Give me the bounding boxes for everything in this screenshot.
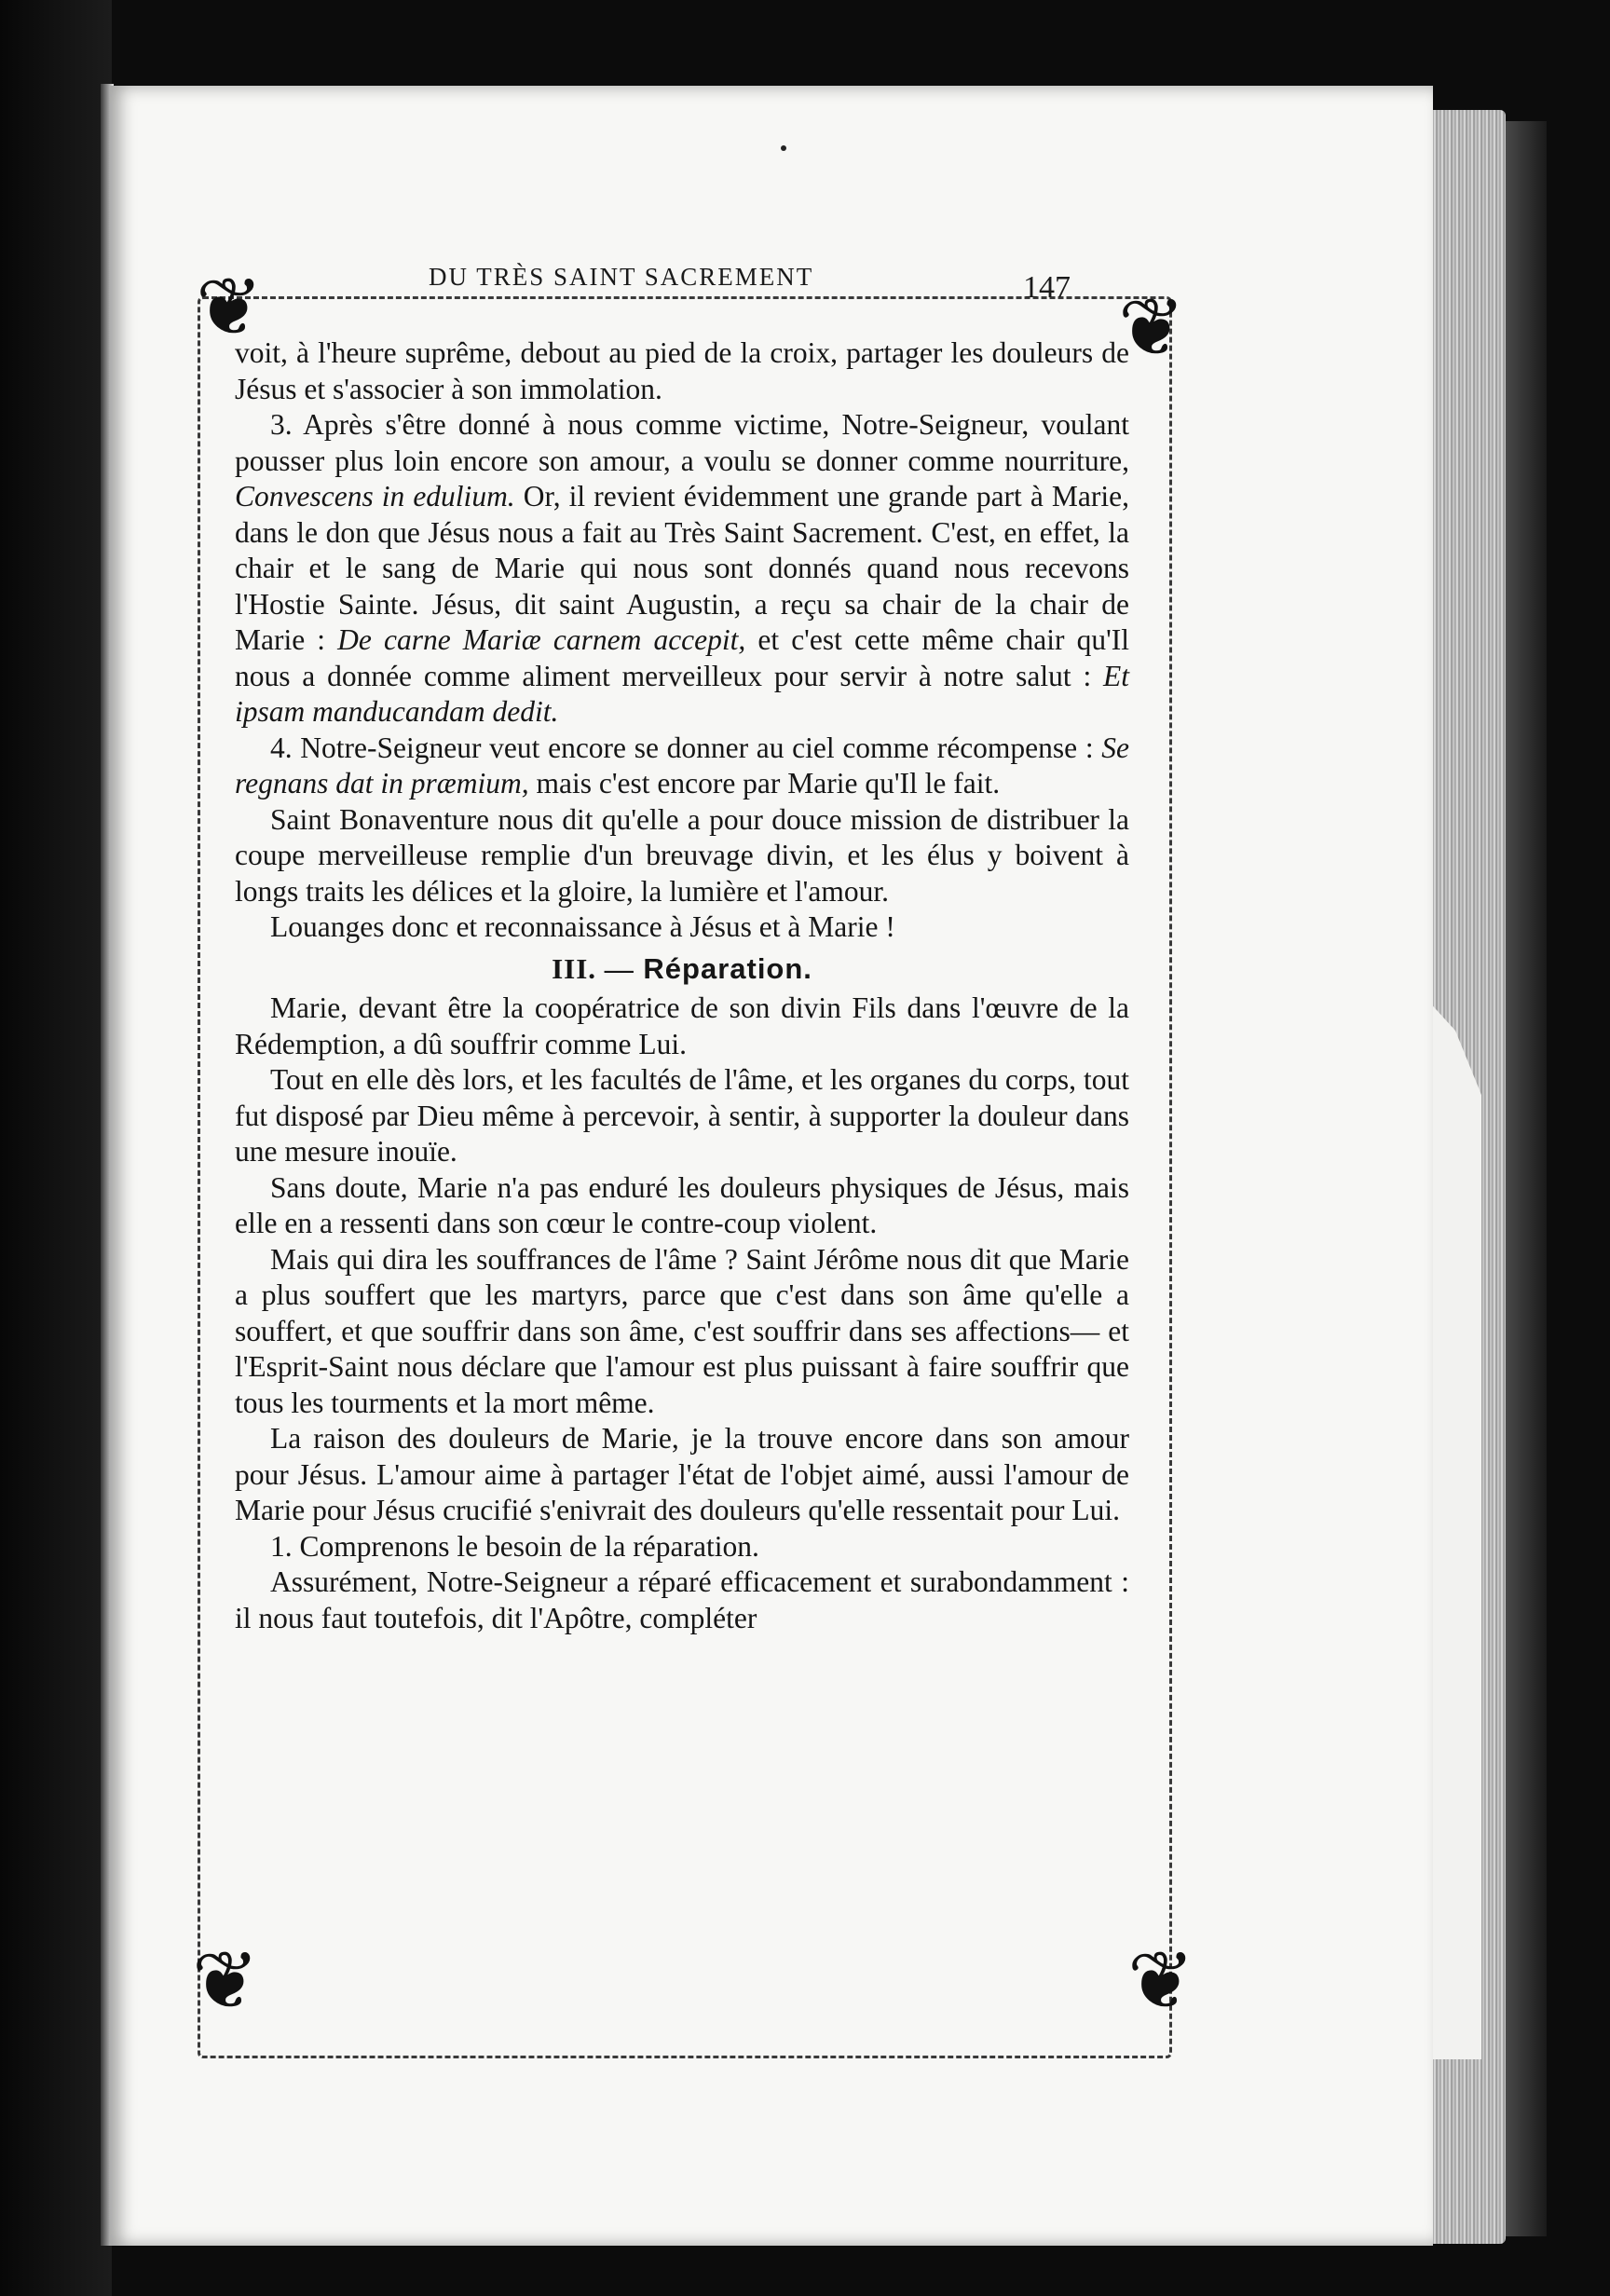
page-body — [235, 335, 1129, 1636]
paragraph: Louanges donc et reconnaissance à Jésus et à Marie ! — [270, 910, 895, 943]
print-speck — [781, 145, 786, 151]
paragraph — [235, 731, 1129, 802]
paragraph: voit, à l'heure suprême, debout au pied de la croix, partager les douleurs de Jésus et s'associer à son immolation. — [235, 336, 1129, 405]
book-cover-left — [0, 0, 112, 2296]
corner-ornament-bottom-right: ❦ — [1126, 1934, 1195, 2028]
latin-quote: Et ipsam manducandam dedit. — [235, 659, 1129, 728]
paragraph: Marie, devant être la coopératrice de son divin Fils dans l'œuvre de la Rédemption, a dû souffrir comme Lui. — [235, 991, 1129, 1060]
latin-quote: Se regnans dat in præmium, — [235, 731, 1130, 800]
text-run: 4. Notre-Seigneur veut encore se donner au ciel comme récompense : — [270, 731, 1094, 764]
running-head: DU TRÈS SAINT SACREMENT — [429, 263, 814, 291]
section-title: Réparation. — [643, 951, 812, 985]
corner-ornament-top-left: ❦ — [195, 261, 264, 354]
paragraph: 1. Comprenons le besoin de la réparation. — [270, 1529, 759, 1563]
corner-ornament-bottom-left: ❦ — [191, 1934, 260, 2028]
text-run: Or, il revient évidemment une grande part à Marie, dans le don que Jésus nous a fait au Très Saint Sacrement. C'est, en effet, la chair et le sang de Marie qui nous sont donnés quand nous recevons l'Hostie Sainte. Jésus, dit saint Augustin, a reçu sa chair de la chair de Marie : — [235, 480, 1129, 656]
paragraph: Sans doute, Marie n'a pas enduré les douleurs physiques de Jésus, mais elle en a ressenti dans son cœur le contre-coup violent. — [235, 1170, 1129, 1239]
text-run: mais c'est encore par Marie qu'Il le fait. — [536, 767, 1001, 800]
section-heading — [235, 951, 1129, 988]
section-number: III. — — [552, 951, 634, 985]
page-number: 147 — [1023, 270, 1071, 305]
text-run: 3. Après s'être donné à nous comme victime, Notre-Seigneur, voulant pousser plus loin encore son amour, a voulu se donner comme nourriture, — [235, 408, 1129, 477]
paragraph: Tout en elle dès lors, et les facultés de l'âme, et les organes du corps, tout fut disposé par Dieu même à percevoir, à sentir, à supporter la douleur dans une mesure inouïe. — [235, 1063, 1129, 1168]
corner-ornament-top-right: ❦ — [1117, 281, 1186, 375]
latin-quote: De carne Mariæ carnem accepit, — [337, 623, 746, 656]
paragraph: Saint Bonaventure nous dit qu'elle a pour douce mission de distribuer la coupe merveilleuse remplie d'un breuvage divin, et les élus y boivent à longs traits les délices et la gloire, la lumière et l'amour. — [235, 802, 1129, 908]
paragraph: Mais qui dira les souffrances de l'âme ? Saint Jérôme nous dit que Marie a plus souffert que les martyrs, parce que c'est dans son âme qu'elle a souffert, et que souffrir dans son âme, c'est souffrir dans ses affections— et l'Esprit-Saint nous déclare que l'amour est plus puissant à faire souffrir que tous les tourments et la mort même. — [235, 1242, 1129, 1419]
paragraph: La raison des douleurs de Marie, je la trouve encore dans son amour pour Jésus. L'amour aime à partager l'état de l'objet aimé, aussi l'amour de Marie pour Jésus crucifié s'enivrait des douleurs qu'elle ressentait pour Lui. — [235, 1422, 1129, 1526]
latin-quote: Convescens in edulium. — [235, 480, 515, 512]
text-run: et c'est cette même chair qu'Il nous a donnée comme aliment merveilleux pour servir à notre salut : — [235, 623, 1129, 692]
paragraph: Assurément, Notre-Seigneur a réparé efficacement et surabondamment : il nous faut toutefois, dit l'Apôtre, compléter — [235, 1565, 1129, 1634]
paragraph — [235, 407, 1129, 731]
